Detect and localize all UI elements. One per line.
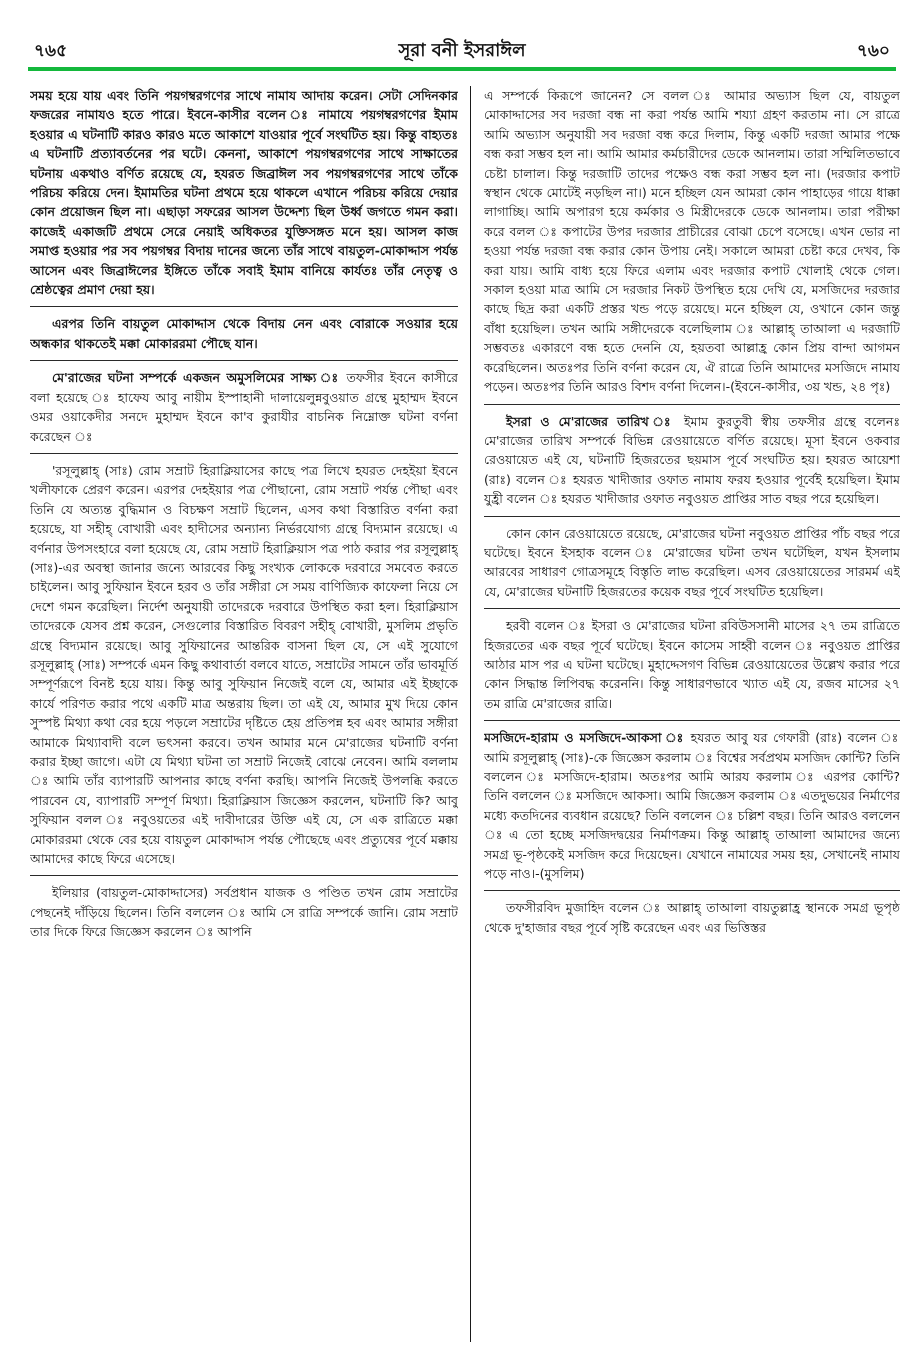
header-rule bbox=[28, 67, 896, 71]
section-divider bbox=[484, 608, 900, 609]
left-column bbox=[30, 86, 458, 1344]
section-divider bbox=[30, 360, 458, 361]
paragraph-body: হযরত আবু যর গেফারী (রাঃ) বলেন ঃ আমি রসূলুল্লাহ্ (সাঃ)-কে জিজ্ঞেস করলাম ঃ বিশ্বের সর্বপ্রথম মসজিদ কোন্টি? তিনি বললেন ঃ মসজিদে-হারাম। অতঃপর আমি আরয করলাম ঃ এরপর কোন্টি? তিনি বললেন ঃ মসজিদে আকসা। আমি জিজ্ঞেস করলাম ঃ এতদুভয়ের নির্মাণের মধ্যে কতদিনের ব্যবধান রয়েছে? তিনি বললেন ঃ চল্লিশ বছর। তিনি আরও বললেন ঃ এ তো হচ্ছে মসজিদদ্বয়ের নির্মাণক্রম। কিন্তু আল্লাহ্ তাআলা আমাদের জন্যে সমগ্র ভূ-পৃষ্ঠকেই মসজিদ করে দিয়েছেন। যেখানে নামাযের সময় হয়, সেখানেই নামায পড়ে নাও।-(মুসলিম) bbox=[484, 730, 900, 882]
running-title: সূরা বনী ইসরাঈল bbox=[398, 40, 526, 61]
paragraph: কোন কোন রেওয়ায়েতে রয়েছে, মে'রাজের ঘটনা নবুওয়ত প্রাপ্তির পাঁচ বছর পরে ঘটেছে। ইবনে ইসহাক বলেন ঃ মে'রাজের ঘটনা তখন ঘটেছিল, যখন ইসলাম আরবের সাধারণ গোত্রসমূহে বিস্তৃতি লাভ করেছিল। এসব রেওয়ায়েতের সারমর্ম এই যে, মে'রাজের ঘটনাটি হিজরতের কয়েক বছর পূর্বে সংঘটিত হয়েছিল। bbox=[484, 525, 900, 599]
paragraph-lead: মসজিদে-হারাম ও মসজিদে-আকসা ঃ bbox=[484, 730, 685, 746]
paragraph-body: তফসীর ইবনে কাসীরে বলা হয়েছে ঃ হাফেয আবু নায়ীম ইস্পাহানী দালায়েলুন্নবুওয়াত গ্রন্থে মুহাম্মদ ইবনে ওমর ওয়াকেদীর সনদে মুহাম্মদ ইবনে কা'ব কুরাযীর বাচনিক নিম্নোক্ত ঘটনা বর্ণনা করেছেন ঃ bbox=[30, 370, 458, 444]
section-divider bbox=[484, 720, 900, 721]
paragraph: এরপর তিনি বায়তুল মোকাদ্দাস থেকে বিদায় নেন এবং বোরাকে সওয়ার হয়ে অন্ধকার থাকতেই মক্কা মোকাররমা পৌছে যান। bbox=[30, 316, 458, 351]
page-number-right: ৭৬০ bbox=[856, 41, 890, 61]
paragraph-lead: মে'রাজের ঘটনা সম্পর্কে একজন অমুসলিমের সাক্ষ্য ঃ bbox=[52, 370, 341, 386]
paragraph bbox=[484, 728, 900, 883]
paragraph-body: ইমাম কুরতুবী স্বীয় তফসীর গ্রন্থে বলেনঃ মে'রাজের তারিখ সম্পর্কে বিভিন্ন রেওয়ায়েতে বর্ণিত রয়েছে। মূসা ইবনে ওকবার রেওয়ায়েত এই যে, ঘটনাটি হিজরতের ছয়মাস পূর্বে সংঘটিত হয়। হযরত আয়েশা (রাঃ) বলেন ঃ হযরত খাদীজার ওফাত নামায ফরয হওয়ার পূর্বেই হয়েছিল। ইমাম যুহ্রী বলেন ঃ হযরত খাদীজার ওফাত নবুওয়ত প্রাপ্তির সাত বছর পরে হয়েছিল। bbox=[484, 413, 900, 507]
paragraph: হরবী বলেন ঃ ইসরা ও মে'রাজের ঘটনা রবিউসসানী মাসের ২৭ তম রাত্রিতে হিজরতের এক বছর পূর্বে ঘটেছে। ইবনে কাসেম সাহ্বী বলেন ঃ নবুওয়ত প্রাপ্তির আঠার মাস পর এ ঘটনা ঘটেছে। মুহাদ্দেসগণ বিভিন্ন রেওয়ায়েতের উল্লেখ করার পরে কোন সিদ্ধান্ত লিপিবদ্ধ করেননি। কিন্তু সাধারণভাবে খ্যাত এই যে, রজব মাসের ২৭ তম রাত্রি মে'রাজের রাত্রি। bbox=[484, 618, 900, 711]
paragraph bbox=[484, 412, 900, 509]
column-divider bbox=[470, 86, 471, 1342]
section-divider bbox=[30, 875, 458, 876]
right-column bbox=[484, 86, 900, 1344]
paragraph: তফসীরবিদ মুজাহিদ বলেন ঃ আল্লাহ্ তাআলা বায়তুল্লাহ্র স্থানকে সমগ্র ভূপৃষ্ঠ থেকে দু'হাজার বছর পূর্বে সৃষ্টি করেছেন এবং এর ভিত্তিস্তর bbox=[484, 900, 900, 935]
section-divider bbox=[30, 453, 458, 454]
paragraph: এ সম্পর্কে কিরূপে জানেন? সে বলল ঃ আমার অভ্যাস ছিল যে, বায়তুল মোকাদ্দাসের সব দরজা বন্ধ না করা পর্যন্ত আমি শয্যা গ্রহণ করতাম না। সে রাত্রে আমি অভ্যাস অনুযায়ী সব দরজা বন্ধ করে দিলাম, কিন্তু একটি দরজা আমার পক্ষে বন্ধ করা সম্ভব হল না। আমি আমার কর্মচারীদের ডেকে আনলাম। তারা সম্মিলিতভাবে চেষ্টা চালাল। কিন্তু দরজাটি তাদের পক্ষেও বন্ধ করা সম্ভব হল না। (দরজার কপাট স্বস্থান থেকে মোটেই নড়ছিল না।) মনে হচ্ছিল যেন আমরা কোন পাহাড়ের গায়ে ধাক্কা লাগাচ্ছি। আমি অপারগ হয়ে কর্মকার ও মিস্ত্রীদেরকে ডেকে আনলাম। তারা পরীক্ষা করে বলল ঃ কপাটের উপর দরজার প্রাচীরের বোঝা চেপে বসেছে। এখন ভোর না হওয়া পর্যন্ত দরজা বন্ধ করার কোন উপায় নেই। সকালে আমরা চেষ্টা করে দেখব, কি করা যায়। আমি বাধ্য হয়ে ফিরে এলাম এবং দরজার কপাট খোলাই থেকে গেল। সকাল হওয়া মাত্র আমি সে দরজার নিকট উপস্থিত হয়ে দেখি যে, মসজিদের দরজার কাছে ছিদ্র করা একটি প্রস্তর খন্ড পড়ে রয়েছে। মনে হচ্ছিল যে, ওখানে কোন জন্তু বাঁধা হয়েছিল। তখন আমি সঙ্গীদেরকে বলেছিলাম ঃ আল্লাহ্ তাআলা এ দরজাটি সম্ভবতঃ একারণে বন্ধ হতে দেননি যে, হয়তবা আল্লাহ্র কোন প্রিয় বান্দা আগমন করেছিলেন। অতঃপর তিনি বর্ণনা করেন যে, ঐ রাত্রে তিনি আমাদের মসজিদে নামায পড়েন। অতঃপর তিনি আরও বিশদ বর্ণনা দিলেন।-(ইবনে-কাসীর, ৩য় খন্ড, ২৪ পৃঃ) bbox=[484, 88, 900, 395]
section-divider bbox=[484, 404, 900, 405]
section-divider bbox=[484, 890, 900, 891]
paragraph bbox=[30, 368, 458, 446]
section-divider bbox=[30, 306, 458, 307]
paragraph: 'রসূলুল্লাহ্ (সাঃ) রোম সম্রাট হিরাক্লিয়াসের কাছে পত্র লিখে হযরত দেহইয়া ইবনে খলীফাকে প্রেরণ করেন। এরপর দেহইয়ার পত্র পৌছানো, রোম সম্রাট পর্যন্ত পৌছা এবং তিনি যে অত্যন্ত বুদ্ধিমান ও বিচক্ষণ সম্রাট ছিলেন, এসব কথা বিস্তারিত বর্ণনা করা হয়েছে, যা সহীহ্ বোখারী এবং হাদীসের অন্যান্য নির্ভরযোগ্য গ্রন্থে বিদ্যমান রয়েছে। এ বর্ণনার উপসংহারে বলা হয়েছে যে, রোম সম্রাট হিরাক্লিয়াস পত্র পাঠ করার পর রসূলুল্লাহ্ (সাঃ)-এর অবস্থা জানার জন্যে আরবের কিছু সংখ্যক লোককে দরবারে সমবেত করতে চাইলেন। আবু সুফিয়ান ইবনে হরব ও তাঁর সঙ্গীরা সে সময় বাণিজ্যিক কাফেলা নিয়ে সে দেশে গমন করেছিল। নির্দেশ অনুযায়ী তাদেরকে দরবারে উপস্থিত করা হল। হিরাক্লিয়াস তাদেরকে যেসব প্রশ্ন করেন, সেগুলোর বিস্তারিত বিবরণ সহীহ্ বোখারী, মুসলিম প্রভৃতি গ্রন্থে বিদ্যমান রয়েছে। আবু সুফিয়ানের আন্তরিক বাসনা ছিল যে, সে এই সুযোগে রসূলুল্লাহ্ (সাঃ) সম্পর্কে এমন কিছু কথাবার্তা বলবে যাতে, সম্রাটের সামনে তাঁর ভাবমূর্তি সম্পূর্ণরূপে বিনষ্ট হয়ে যায়। কিন্তু আবু সুফিয়ান নিজেই বলে যে, আমার এই ইচ্ছাকে কার্যে পরিণত করার পথে একটি মাত্র অন্তরায় ছিল। তা এই যে, আমার মুখ দিয়ে কোন সুস্পষ্ট মিথ্যা কথা বের হয়ে পড়লে সম্রাটের দৃষ্টিতে হেয় প্রতিপন্ন হব এবং আমার সঙ্গীরা আমাকে মিথ্যাবাদী বলে ভৎসনা করবে। তখন আমার মনে মে'রাজের ঘটনাটি বর্ণনা করার ইচ্ছা জাগে। এটা যে মিথ্যা ঘটনা তা সম্রাট নিজেই বোঝে নেবেন। আমি বললাম ঃ আমি তাঁর ব্যাপারটি আপনার কাছে বর্ণনা করছি। আপনি নিজেই উপলব্ধি করতে পারবেন যে, ব্যাপারটি সম্পূর্ণ মিথ্যা। হিরাক্লিয়াস জিজ্ঞেস করলেন, ঘটনাটি কি? আবু সুফিয়ান বলল ঃ নবুওয়তের এই দাবীদারের উক্তি এই যে, সে এক রাত্রিতে মক্কা মোকাররমা থেকে বের হয়ে বায়তুল মোকাদ্দাস পর্যন্ত পৌছেছে এবং প্রত্যুষের পূর্বে মক্কায় আমাদের কাছে ফিরে এসেছে। bbox=[30, 462, 458, 867]
page-header bbox=[28, 34, 896, 64]
page-number-left: ৭৬৫ bbox=[34, 41, 68, 61]
section-divider bbox=[484, 516, 900, 517]
paragraph-lead: ইসরা ও মে'রাজের তারিখ ঃ bbox=[506, 413, 676, 429]
paragraph: ইলিয়ার (বায়তুল-মোকাদ্দাসের) সর্বপ্রধান যাজক ও পণ্ডিত তখন রোম সম্রাটের পেছনেই দাঁড়িয়ে ছিলেন। তিনি বললেন ঃ আমি সে রাত্রি সম্পর্কে জানি। রোম সম্রাট তার দিকে ফিরে জিজ্ঞেস করলেন ঃ আপনি bbox=[30, 885, 458, 940]
paragraph: সময় হয়ে যায় এবং তিনি পয়গম্বরগণের সাথে নামায আদায় করেন। সেটা সেদিনকার ফজরের নামাযও হতে পারে। ইবনে-কাসীর বলেন ঃ নামাযে পয়গম্বরগণের ইমাম হওয়ার এ ঘটনাটি কারও কারও মতে আকাশে যাওয়ার পূর্বে সংঘটিত হয়। কিন্তু বাহ্যতঃ এ ঘটনাটি প্রত্যাবর্তনের পর ঘটে। কেননা, আকাশে পয়গম্বরগণের সাথে সাক্ষাতের ঘটনায় একথাও বর্ণিত রয়েছে যে, হযরত জিব্রাঈল সব পয়গম্বরগণের সাথে তাঁকে পরিচয় করিয়ে দেন। ইমামতির ঘটনা প্রথমে হয়ে থাকলে এখানে পরিচয় করিয়ে দেয়ার কোন প্রয়োজন ছিল না। এছাড়া সফরের আসল উদ্দেশ্য ছিল উর্ধ্ব জগতে গমন করা। কাজেই একাজটি প্রথমে সেরে নেয়াই অধিকতর যুক্তিসঙ্গত মনে হয়। আসল কাজ সমাপ্ত হওয়ার পর সব পয়গম্বর বিদায় দানের জন্যে তাঁর সাথে বায়তুল-মোকাদ্দাস পর্যন্ত আসেন এবং জিব্রাঈলের ইঙ্গিতে তাঁকে সবাই ইমাম বানিয়ে কার্যতঃ তাঁর নেতৃত্ব ও শ্রেষ্ঠত্বের প্রমাণ দেয়া হয়। bbox=[30, 88, 458, 298]
